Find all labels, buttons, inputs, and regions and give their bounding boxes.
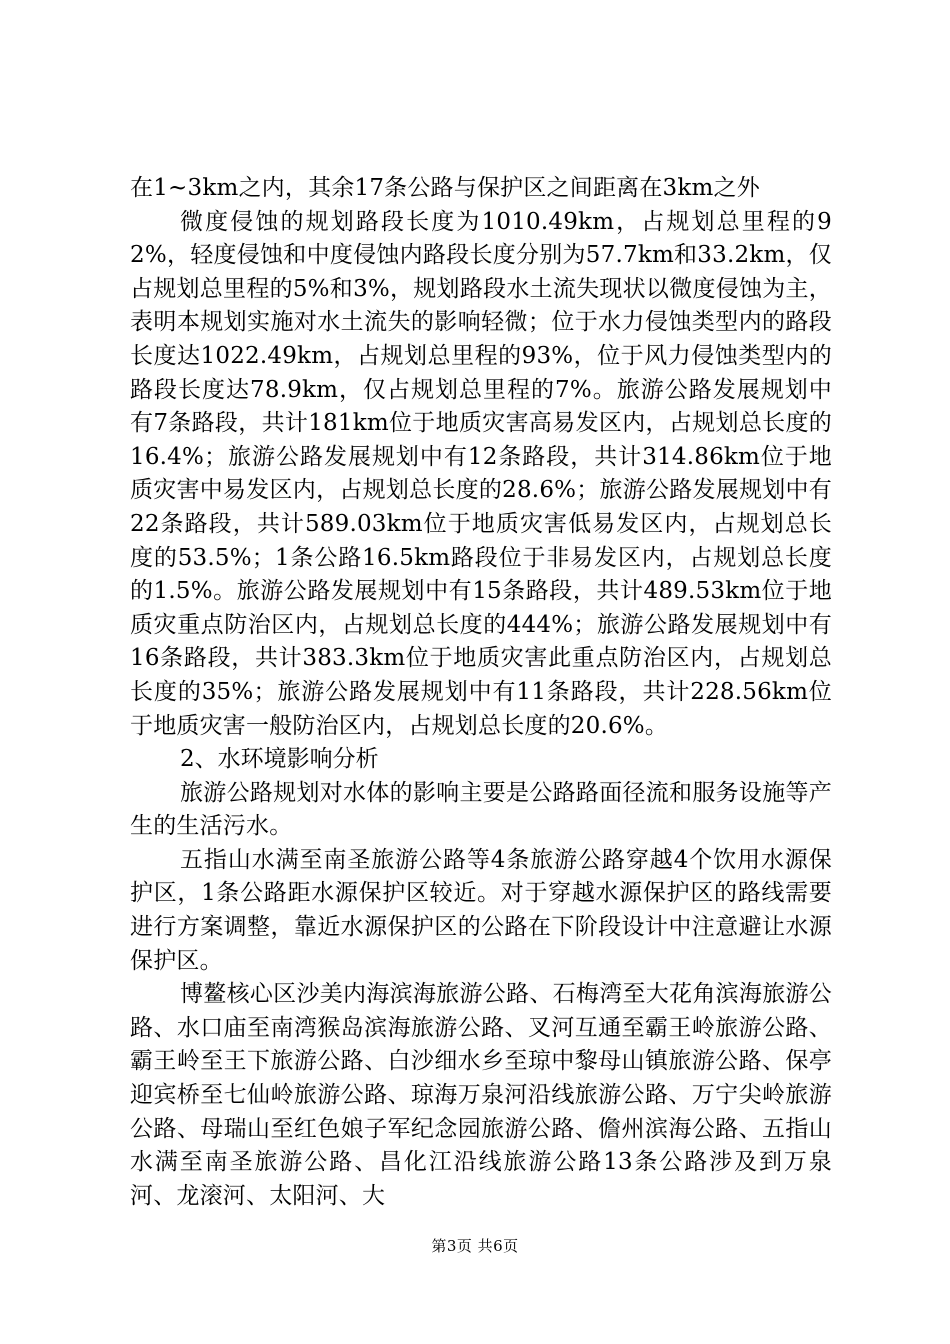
paragraph-water-impact: 旅游公路规划对水体的影响主要是公路路面径流和服务设施等产生的生活污水。 bbox=[130, 779, 832, 840]
paragraph-coastal-roads: 博鳌核心区沙美内海滨海旅游公路、石梅湾至大花角滨海旅游公路、水口庙至南湾猴岛滨海旅游公路、叉河互通至霸王岭旅游公路、霸王岭至王下旅游公路、白沙细水乡至琼中黎母山镇旅游公路、保亭迎宾桥至七仙岭旅游公路、琼海万泉河沿线旅游公路、万宁尖岭旅游公路、母瑞山至红色娘子军纪念园旅游公路、儋州滨海公路、五指山水满至南圣旅游公路、昌化江沿线旅游公路13条公路涉及到万泉河、龙滚河、太阳河、大 bbox=[130, 981, 832, 1209]
section-heading-water-environment: 2、水环境影响分析 bbox=[180, 746, 379, 773]
document-body bbox=[130, 172, 832, 1213]
paragraph-water-source-protection: 五指山水满至南圣旅游公路等4条旅游公路穿越4个饮用水源保护区，1条公路距水源保护区较近。对于穿越水源保护区的路线需要进行方案调整，靠近水源保护区的公路在下阶段设计中注意避让水源保护区。 bbox=[130, 846, 832, 974]
paragraph-continuation: 在1~3km之内，其余17条公路与保护区之间距离在3km之外 bbox=[130, 175, 760, 201]
page-footer: 第3页 共6页 bbox=[431, 1237, 519, 1255]
paragraph-soil-erosion: 微度侵蚀的规划路段长度为1010.49km，占规划总里程的92%，轻度侵蚀和中度侵蚀内路段长度分别为57.7km和33.2km，仅占规划总里程的5%和3%，规划路段水土流失现状以微度侵蚀为主，表明本规划实施对水土流失的影响轻微；位于水力侵蚀类型内的路段长度达1022.49km，占规划总里程的93%，位于风力侵蚀类型内的路段长度达78.9km，仅占规划总里程的7%。旅游公路发展规划中有7条路段，共计181km位于地质灾害高易发区内，占规划总长度的16.4%；旅游公路发展规划中有12条路段，共计314.86km位于地质灾害中易发区内，占规划总长度的28.6%；旅游公路发展规划中有22条路段，共计589.03km位于地质灾害低易发区内，占规划总长度的53.5%；1条公路16.5km路段位于非易发区内，占规划总长度的1.5%。旅游公路发展规划中有15条路段，共计489.53km位于地质灾重点防治区内，占规划总长度的444%；旅游公路发展规划中有16条路段，共计383.3km位于地质灾害此重点防治区内，占规划总长度的35%；旅游公路发展规划中有11条路段，共计228.56km位于地质灾害一般防治区内，占规划总长度的20.6%。 bbox=[130, 208, 832, 739]
